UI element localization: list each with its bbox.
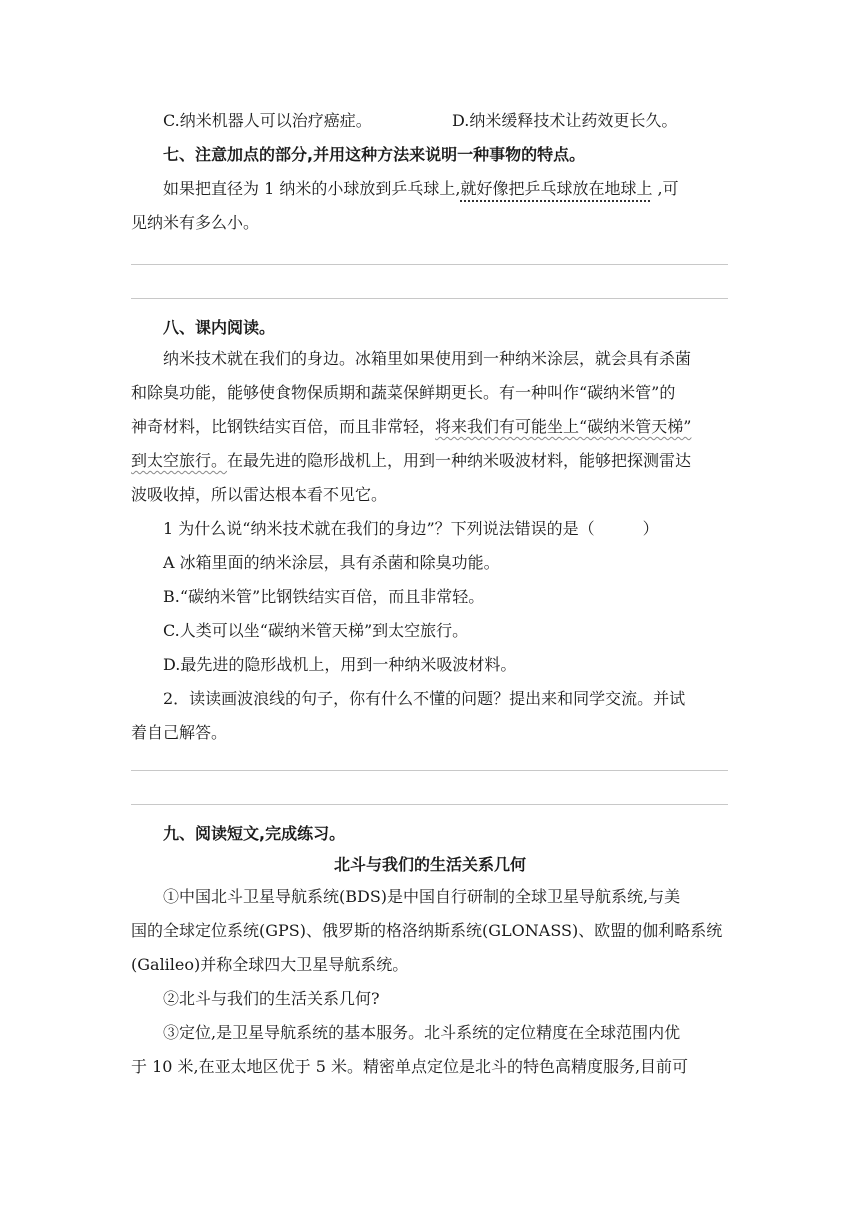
option-d: D.纳米缓释技术让药效更长久。 xyxy=(452,111,678,130)
article-title: 北斗与我们的生活关系几何 xyxy=(333,855,526,874)
section-9-heading: 九、阅读短文,完成练习。 xyxy=(163,824,346,843)
section-7-paragraph-line-2: 见纳米有多么小。 xyxy=(131,213,260,232)
question-2-line-1: 2．读读画波浪线的句子，你有什么不懂的问题？提出来和同学交流。并试 xyxy=(163,689,686,708)
article-paragraph-1-line-3: (Galileo)并称全球四大卫星导航系统。 xyxy=(131,955,409,974)
answer-line xyxy=(131,804,728,805)
reading-text: 神奇材料，比钢铁结实百倍，而且非常轻， xyxy=(131,417,436,436)
question-1-option-a: A 冰箱里面的纳米涂层，具有杀菌和除臭功能。 xyxy=(163,553,500,572)
article-paragraph-3-line-2: 于 10 米,在亚太地区优于 5 米。精密单点定位是北斗的特色高精度服务,目前可 xyxy=(131,1057,689,1076)
question-2-line-2: 着自己解答。 xyxy=(131,723,228,742)
reading-line: 和除臭功能，能够使食物保质期和蔬菜保鲜期更长。有一种叫作“碳纳米管”的 xyxy=(131,383,676,402)
section-7-paragraph-line-1 xyxy=(163,178,679,200)
answer-line xyxy=(131,298,728,299)
answer-line xyxy=(131,264,728,265)
reading-line xyxy=(131,416,691,438)
reading-line xyxy=(131,450,691,472)
wavy-underlined-sentence: 将来我们有可能坐上“碳纳米管天梯” xyxy=(435,417,692,436)
article-paragraph-1-line-1: ①中国北斗卫星导航系统(BDS)是中国自行研制的全球卫星导航系统,与美 xyxy=(163,887,681,906)
section-8-heading: 八、课内阅读。 xyxy=(163,318,276,337)
dotted-emphasis: 就好像把乒乓球放在地球上 xyxy=(460,179,653,198)
section-7-heading: 七、注意加点的部分,并用这种方法来说明一种事物的特点。 xyxy=(163,145,586,164)
section-7-text: 如果把直径为 1 纳米的小球放到乒乓球上, xyxy=(163,179,461,198)
reading-line: 纳米技术就在我们的身边。冰箱里如果使用到一种纳米涂层，就会具有杀菌 xyxy=(163,349,692,368)
question-1-option-b: B.“碳纳米管”比钢铁结实百倍，而且非常轻。 xyxy=(163,587,485,606)
reading-line: 波吸收掉，所以雷达根本看不见它。 xyxy=(131,485,388,504)
question-1-option-c: C.人类可以坐“碳纳米管天梯”到太空旅行。 xyxy=(163,621,469,640)
article-paragraph-2: ②北斗与我们的生活关系几何? xyxy=(163,989,380,1008)
reading-text: 在最先进的隐形战机上，用到一种纳米吸波材料，能够把探测雷达 xyxy=(227,451,692,470)
section-7-text-end: ,可 xyxy=(652,179,679,198)
question-1: 1 为什么说“纳米技术就在我们的身边”？下列说法错误的是（ ） xyxy=(163,519,659,538)
option-c: C.纳米机器人可以治疗癌症。 xyxy=(163,111,372,130)
question-1-option-d: D.最先进的隐形战机上，用到一种纳米吸波材料。 xyxy=(163,655,517,674)
wavy-underlined-sentence-end: 到太空旅行。 xyxy=(131,451,228,470)
article-paragraph-3-line-1: ③定位,是卫星导航系统的基本服务。北斗系统的定位精度在全球范围内优 xyxy=(163,1023,681,1042)
answer-line xyxy=(131,770,728,771)
article-paragraph-1-line-2: 国的全球定位系统(GPS)、俄罗斯的格洛纳斯系统(GLONASS)、欧盟的伽利略系统 xyxy=(131,921,723,940)
